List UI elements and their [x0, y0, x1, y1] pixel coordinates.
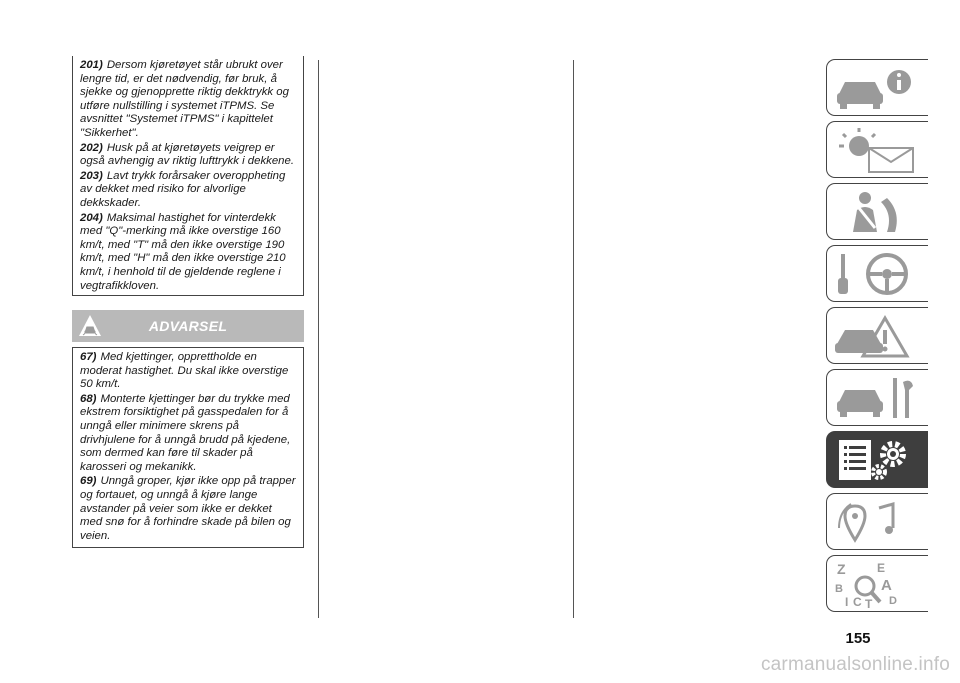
warning-text: Monterte kjettinger bør du trykke med ekstrem forsiktighet på gasspedalen for å unngå eller minimere skrens på drivhjulene for å unngå brudd på kjedene, som dermed kan føre til skader på karosseri og mekanikk. [80, 392, 291, 473]
note-item [80, 212, 297, 294]
watermark-text: carmanualsonline.info [760, 654, 950, 675]
seat-belt-passenger-icon [835, 188, 921, 236]
chapter-tab-car-info[interactable] [826, 59, 928, 116]
note-text: Lavt trykk forårsaker overoppheting av dekket med risiko for alvorlige dekkskader. [80, 169, 286, 209]
warning-item [80, 393, 297, 475]
index-letter: E [877, 561, 886, 575]
warning-number: 69) [80, 475, 97, 488]
car-info-icon [835, 64, 921, 112]
warning-header [72, 310, 304, 342]
note-item [80, 170, 297, 211]
warning-number: 67) [80, 351, 97, 363]
index-letter: B [835, 583, 843, 595]
chapter-tab-starting-driving[interactable] [826, 245, 928, 302]
note-number: 201) [80, 59, 103, 71]
index-letter: I [845, 595, 849, 608]
chapter-tab-emergency[interactable] [826, 307, 928, 364]
index-letter: D [889, 595, 897, 607]
note-text: Dersom kjøretøyet står ubrukt over lengre tid, er det nødvendig, før bruk, å sjekke og gjenopprette riktig dekktrykk og utføre nullstilling i systemet iTPMS. Se avsnittet "Systemet iTPMS" i kapittelet "Sikkerhet". [80, 59, 289, 139]
index-letter: Z [837, 561, 846, 577]
chapter-tab-safety[interactable] [826, 183, 928, 240]
note-number: 204) [80, 211, 103, 224]
key-steering-wheel-icon [835, 250, 921, 298]
warning-title: ADVARSEL [148, 318, 228, 334]
document-gears-icon [835, 436, 921, 484]
car-breakdown-warning-icon [835, 312, 921, 360]
warning-number: 68) [80, 392, 97, 405]
index-letter: T [865, 597, 873, 608]
note-text: Maksimal hastighet for vinterdekk med "Q"-merking må ikke overstige 160 km/t, med "T" må den ikke overstige 190 km/t, med "H" må den ikke overstige 210 km/t, i henhold til de gjeldende reglene i vegtrafikkloven. [80, 211, 286, 292]
chapter-tab-warning-lights[interactable] [826, 121, 928, 178]
chapter-tab-multimedia[interactable] [826, 493, 928, 550]
chapter-tab-index[interactable] [826, 555, 928, 612]
warning-light-message-icon [835, 126, 921, 174]
warning-item [80, 351, 297, 392]
index-letter: C [853, 595, 862, 608]
note-number: 202) [80, 141, 103, 154]
column-divider-left [318, 60, 319, 618]
index-letter: A [881, 577, 892, 594]
car-maintenance-tools-icon [835, 374, 921, 422]
alphabetical-index-icon [835, 560, 921, 608]
page-number: 155 [845, 630, 871, 647]
warning-text: Med kjettinger, opprettholde en moderat hastighet. Du skal ikke overstige 50 km/t. [80, 351, 289, 391]
chapter-tab-maintenance[interactable] [826, 369, 928, 426]
multimedia-navigation-icon [835, 498, 921, 546]
warning-item [80, 475, 297, 543]
note-text: Husk på at kjøretøyets veigrep er også avhengig av riktig lufttrykk i dekkene. [80, 141, 295, 168]
note-item [80, 59, 297, 141]
warning-box [72, 347, 304, 548]
notes-box [72, 56, 304, 296]
note-item [80, 142, 297, 169]
note-number: 203) [80, 169, 103, 182]
chapter-tab-technical-data[interactable] [826, 431, 928, 488]
column-divider-right [573, 60, 574, 618]
warning-text: Unngå groper, kjør ikke opp på trapper og fortauet, og unngå å kjøre lange avstander på veier som ikke er dekket med snø for å forhindre skade på bilen og veien. [80, 475, 296, 542]
